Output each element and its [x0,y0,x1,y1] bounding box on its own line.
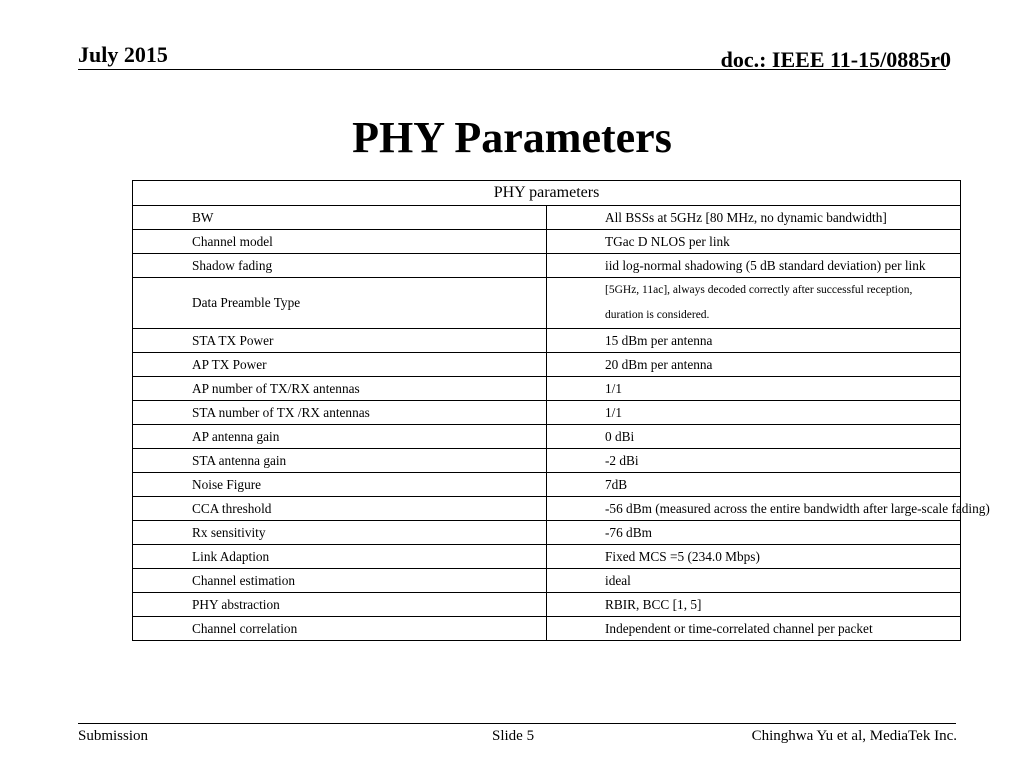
param-value: 7dB [547,473,961,497]
param-name: Data Preamble Type [133,278,547,329]
param-value: iid log-normal shadowing (5 dB standard deviation) per link [547,254,961,278]
param-name: Rx sensitivity [133,521,547,545]
table-row [133,569,961,593]
param-value: Fixed MCS =5 (234.0 Mbps) [547,545,961,569]
param-name: Channel estimation [133,569,547,593]
param-name: Link Adaption [133,545,547,569]
table-row [133,617,961,641]
footer-slide-number: Slide 5 [492,728,535,744]
param-name: STA TX Power [133,329,547,353]
footer-authors: Chinghwa Yu et al, MediaTek Inc. [751,728,957,744]
param-value: All BSSs at 5GHz [80 MHz, no dynamic bandwidth] [547,206,961,230]
param-value: Independent or time-correlated channel per packet [547,617,961,641]
param-name: STA antenna gain [133,449,547,473]
table-row [133,497,961,521]
header-date: July 2015 [78,42,168,67]
param-name: Noise Figure [133,473,547,497]
table-row [133,329,961,353]
table-row [133,521,961,545]
param-value: -56 dBm (measured across the entire bandwidth after large-scale fading) [547,497,961,521]
param-value: -2 dBi [547,449,961,473]
param-value: 20 dBm per antenna [547,353,961,377]
header-doc-id: doc.: IEEE 11-15/0885r0 [720,47,951,72]
param-name: Channel model [133,230,547,254]
table-caption-row [133,181,961,206]
param-value-cell [547,278,961,329]
header-divider [78,69,946,70]
table-row [133,425,961,449]
phy-parameters-table [132,180,990,641]
table-row [133,230,961,254]
table-row [133,254,961,278]
param-name: AP TX Power [133,353,547,377]
param-value: 1/1 [547,377,961,401]
param-value: 1/1 [547,401,961,425]
param-value: ideal [547,569,961,593]
table-row [133,206,961,230]
param-value: -76 dBm [547,521,961,545]
slide-title: PHY Parameters [352,113,672,162]
param-name: CCA threshold [133,497,547,521]
param-value: TGac D NLOS per link [547,230,961,254]
table-row [133,545,961,569]
param-name: STA number of TX /RX antennas [133,401,547,425]
table-caption: PHY parameters [133,181,961,206]
table-row [133,353,961,377]
param-name: Channel correlation [133,617,547,641]
footer-divider [78,723,956,724]
param-name: PHY abstraction [133,593,547,617]
table-row [133,377,961,401]
param-name: BW [133,206,547,230]
footer-submission: Submission [78,728,149,744]
table-row [133,401,961,425]
table-row [133,278,961,329]
param-value: 0 dBi [547,425,961,449]
param-value: 15 dBm per antenna [547,329,961,353]
param-name: AP antenna gain [133,425,547,449]
table-row [133,449,961,473]
table-row [133,593,961,617]
param-name: AP number of TX/RX antennas [133,377,547,401]
table-row [133,473,961,497]
param-value: [5GHz, 11ac], always decoded correctly after successful reception, duration is considered. [605,284,913,321]
param-name: Shadow fading [133,254,547,278]
param-value: RBIR, BCC [1, 5] [547,593,961,617]
